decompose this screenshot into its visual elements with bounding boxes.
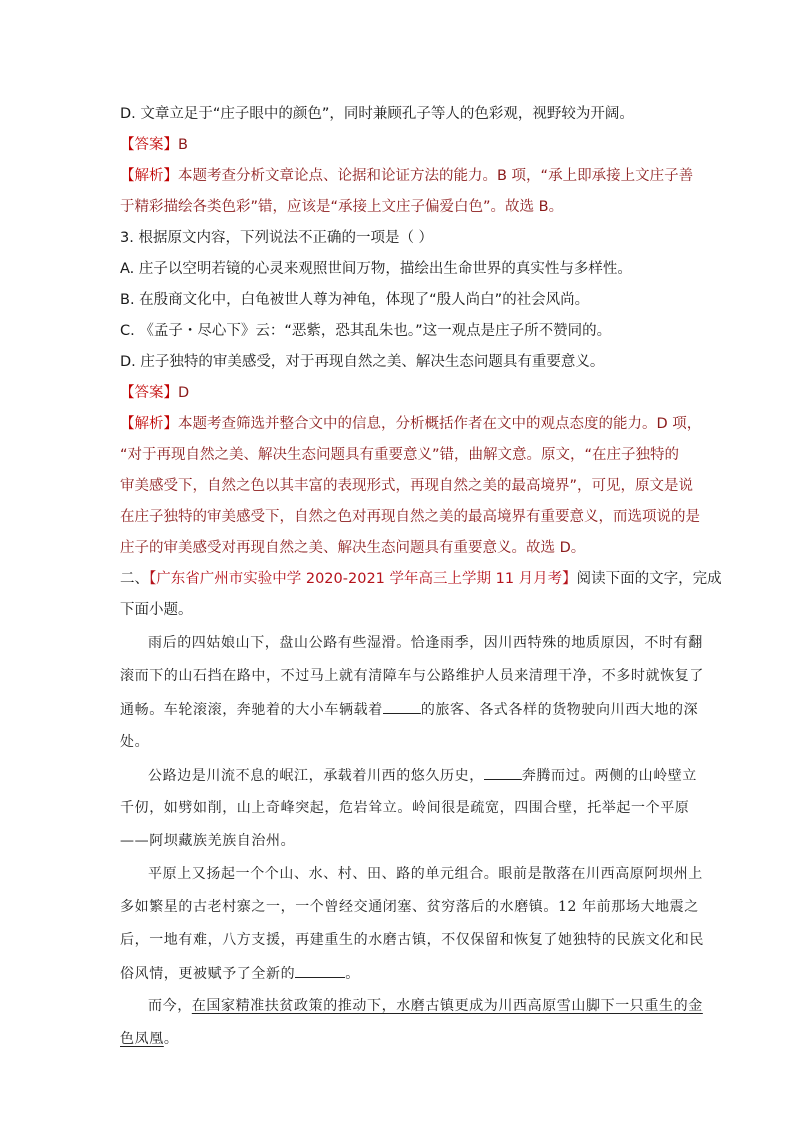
q3-stem: 3. 根据原文内容，下列说法不正确的一项是（ ） — [120, 230, 434, 246]
answer-value: D — [178, 385, 190, 401]
q2-answer-line — [120, 135, 188, 155]
answer-value: B — [178, 137, 188, 153]
q3-analysis-line-5: 庄子的审美感受对再现自然之美、解决生态问题具有重要意义。故选 D。 — [120, 540, 586, 556]
section2-instruction-cont: 下面小题。 — [120, 602, 193, 618]
underlined-sentence: 在国家精准扶贫政策的推动下，水磨古镇更成为川西高原雪山脚下一只重生的金 — [191, 998, 703, 1014]
passage-p3-l4: 俗风情，更被赋予了全新的 。 — [120, 963, 360, 984]
q3-answer-line — [120, 383, 189, 403]
fill-blank-2[interactable] — [484, 765, 522, 780]
q3-option-a: A. 庄子以空明若镜的心灵来观照世间万物，描绘出生命世界的真实性与多样性。 — [120, 261, 632, 277]
q3-analysis-line-3: 审美感受下，自然之色以其丰富的表现形式，再现自然之美的最高境界”，可见，原文是说 — [120, 478, 694, 494]
answer-tag: 【答案】 — [120, 385, 178, 401]
fill-blank-3[interactable] — [295, 963, 345, 978]
analysis-tag: 【解析】 — [120, 416, 178, 432]
passage-p1-l1: 雨后的四姑娘山下，盘山公路有些湿滑。恰逢雨季，因川西特殊的地质原因，不时有翻 — [148, 635, 703, 651]
passage-p1-l3: 通畅。车轮滚滚，奔驰着的大小车辆载着 的旅客、各式各样的货物驶向川西大地的深 — [120, 699, 698, 720]
q3-option-d: D. 庄子独特的审美感受，对于再现自然之美、解决生态问题具有重要意义。 — [120, 354, 605, 370]
q3-option-b: B. 在殷商文化中，白龟被世人尊为神龟，体现了“殷人尚白”的社会风尚。 — [120, 292, 590, 308]
analysis-text: 本题考查筛选并整合文中的信息，分析概括作者在文中的观点态度的能力。D 项， — [178, 416, 702, 432]
q3-analysis-line-1 — [120, 414, 701, 434]
q2-analysis-line-1 — [120, 166, 693, 186]
passage-p2-l2: 千仞，如劈如削，山上奇峰突起，危岩耸立。岭间很是疏宽，四围合壁，托举起一个平原 — [120, 800, 690, 816]
analysis-tag: 【解析】 — [120, 168, 178, 184]
section2-instruction: 阅读下面的文字，完成 — [576, 571, 722, 587]
underlined-sentence-end: 色凤凰 — [120, 1031, 164, 1047]
q2-option-d: D. 文章立足于“庄子眼中的颜色”，同时兼顾孔子等人的色彩观，视野较为开阔。 — [120, 106, 634, 122]
q3-analysis-line-4: 在庄子独特的审美感受下，自然之色对再现自然之美的最高境界有重要意义，而选项说的是 — [120, 509, 700, 525]
passage-p3-l3: 后，一地有难，八方支援，再建重生的水磨古镇，不仅保留和恢复了她独特的民族文化和民 — [120, 932, 704, 948]
passage-p3-l1: 平原上又扬起一个个山、水、村、田、路的单元组合。眼前是散落在川西高原阿坝州上 — [148, 866, 703, 882]
passage-p1-l2: 滚而下的山石挡在路中，不过马上就有清障车与公路维护人员来清理干净，不多时就恢复了 — [120, 668, 704, 684]
q2-analysis-line-2: 于精彩描绘各类色彩”错，应该是“承接上文庄子偏爱白色”。故选 B。 — [120, 199, 564, 215]
passage-p2-l1: 公路边是川流不息的岷江，承载着川西的悠久历史， 奔腾而过。两侧的山岭壁立 — [148, 765, 697, 786]
passage-p3-l2: 多如繁星的古老村寨之一，一个曾经交通闭塞、贫穷落后的水磨镇。12 年前那场大地震之 — [120, 899, 699, 915]
q3-option-c: C. 《孟子・尽心下》云：“恶紫，恐其乱朱也。”这一观点是庄子所不赞同的。 — [120, 323, 612, 339]
passage-p2-l3: ——阿坝藏族羌族自治州。 — [120, 833, 296, 849]
passage-p4-l1: 而今，在国家精准扶贫政策的推动下，水磨古镇更成为川西高原雪山脚下一只重生的金 — [148, 998, 703, 1014]
q3-analysis-line-2: “对于再现自然之美、解决生态问题具有重要意义”错，曲解文意。原文，“在庄子独特的 — [120, 447, 680, 463]
passage-p4-l2: 色凤凰。 — [120, 1031, 179, 1047]
section2-prefix: 二、 — [120, 571, 149, 587]
fill-blank-1[interactable] — [383, 699, 421, 714]
passage-p1-l4: 处。 — [120, 734, 150, 750]
answer-tag: 【答案】 — [120, 137, 178, 153]
source-tag: 【广东省广州市实验中学 2020-2021 学年高三上学期 11 月月考】 — [149, 571, 577, 587]
section2-header — [120, 569, 722, 589]
analysis-text: 本题考查分析文章论点、论据和论证方法的能力。B 项，“承上即承接上文庄子善 — [178, 168, 694, 184]
